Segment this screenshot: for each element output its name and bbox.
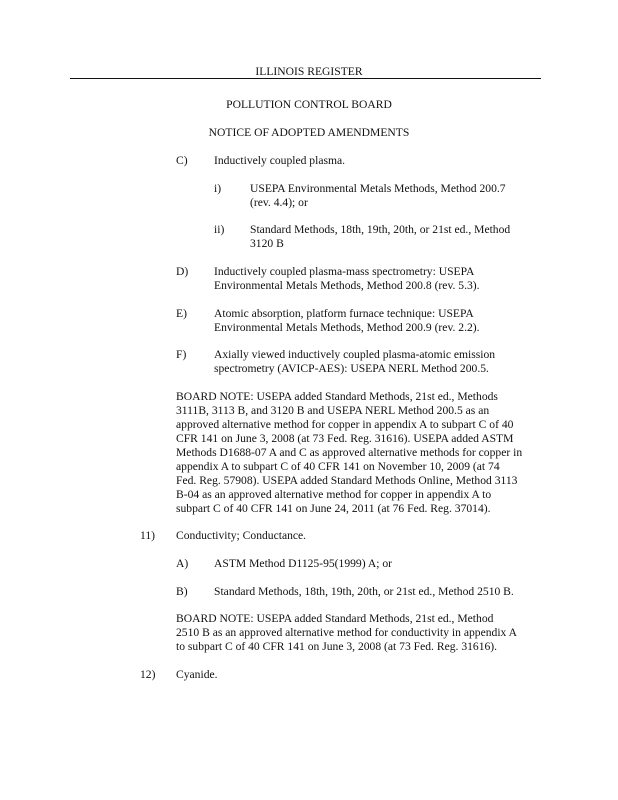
item-11-b-label: B) xyxy=(176,585,188,598)
register-title: ILLINOIS REGISTER xyxy=(255,65,363,78)
board-note-2-line: BOARD NOTE: USEPA added Standard Methods, 21st ed., Method xyxy=(176,612,494,625)
item-e-line2: Environmental Metals Methods, Method 200.9 (rev. 2.2). xyxy=(214,321,480,334)
agency-title: POLLUTION CONTROL BOARD xyxy=(226,98,392,111)
item-11-text: Conductivity; Conductance. xyxy=(176,529,307,542)
item-11-label: 11) xyxy=(140,529,156,542)
item-e-line1: Atomic absorption, platform furnace technique: USEPA xyxy=(214,307,474,320)
item-c-label: C) xyxy=(176,154,188,167)
item-d-line2: Environmental Metals Methods, Method 200.8 (rev. 5.3). xyxy=(214,279,480,292)
board-note-2-line: 2510 B as an approved alternative method for conductivity in appendix A xyxy=(176,626,517,639)
board-note-1-line: CFR 141 on June 3, 2008 (at 73 Fed. Reg. 31616). USEPA added ASTM xyxy=(176,432,514,445)
item-11-a-label: A) xyxy=(176,557,189,570)
item-12-label: 12) xyxy=(140,668,156,681)
board-note-1-line: approved alternative method for copper in appendix A to subpart C of 40 xyxy=(176,418,514,431)
item-d-line1: Inductively coupled plasma-mass spectrometry: USEPA xyxy=(214,265,475,278)
item-c-ii-line2: 3120 B xyxy=(250,237,284,250)
item-c-ii-label: ii) xyxy=(214,223,225,236)
board-note-1-line: appendix A to subpart C of 40 CFR 141 on November 10, 2009 (at 74 xyxy=(176,460,500,473)
item-12-text: Cyanide. xyxy=(176,668,218,681)
item-c-i-line2: (rev. 4.4); or xyxy=(250,196,308,209)
item-e-label: E) xyxy=(176,307,187,320)
board-note-1-line: B-04 as an approved alternative method for copper in appendix A to xyxy=(176,488,492,501)
item-11-a-text: ASTM Method D1125-95(1999) A; or xyxy=(214,557,392,570)
board-note-1-line: 3111B, 3113 B, and 3120 B and USEPA NERL Method 200.5 as an xyxy=(176,404,490,417)
board-note-1-line: subpart C of 40 CFR 141 on June 24, 2011 (at 76 Fed. Reg. 37014). xyxy=(176,502,491,515)
board-note-1-line: Fed. Reg. 57908). USEPA added Standard Methods Online, Method 3113 xyxy=(176,474,518,487)
item-d-label: D) xyxy=(176,265,189,278)
item-c-text: Inductively coupled plasma. xyxy=(214,154,346,167)
item-11-b-text: Standard Methods, 18th, 19th, 20th, or 21st ed., Method 2510 B. xyxy=(214,585,514,598)
item-f-line2: spectrometry (AVICP-AES): USEPA NERL Method 200.5. xyxy=(214,362,489,375)
notice-title: NOTICE OF ADOPTED AMENDMENTS xyxy=(208,126,410,139)
item-c-ii-line1: Standard Methods, 18th, 19th, 20th, or 21st ed., Method xyxy=(250,223,511,236)
item-c-i-line1: USEPA Environmental Metals Methods, Method 200.7 xyxy=(250,182,506,195)
board-note-1-line: BOARD NOTE: USEPA added Standard Methods, 21st ed., Methods xyxy=(176,390,498,403)
board-note-1-line: Methods D1688-07 A and C as approved alternative methods for copper in xyxy=(176,446,523,459)
board-note-2-line: to subpart C of 40 CFR 141 on June 3, 2008 (at 73 Fed. Reg. 31616). xyxy=(176,640,498,653)
item-f-line1: Axially viewed inductively coupled plasma-atomic emission xyxy=(214,348,496,361)
item-f-label: F) xyxy=(176,348,187,361)
item-c-i-label: i) xyxy=(214,182,222,195)
